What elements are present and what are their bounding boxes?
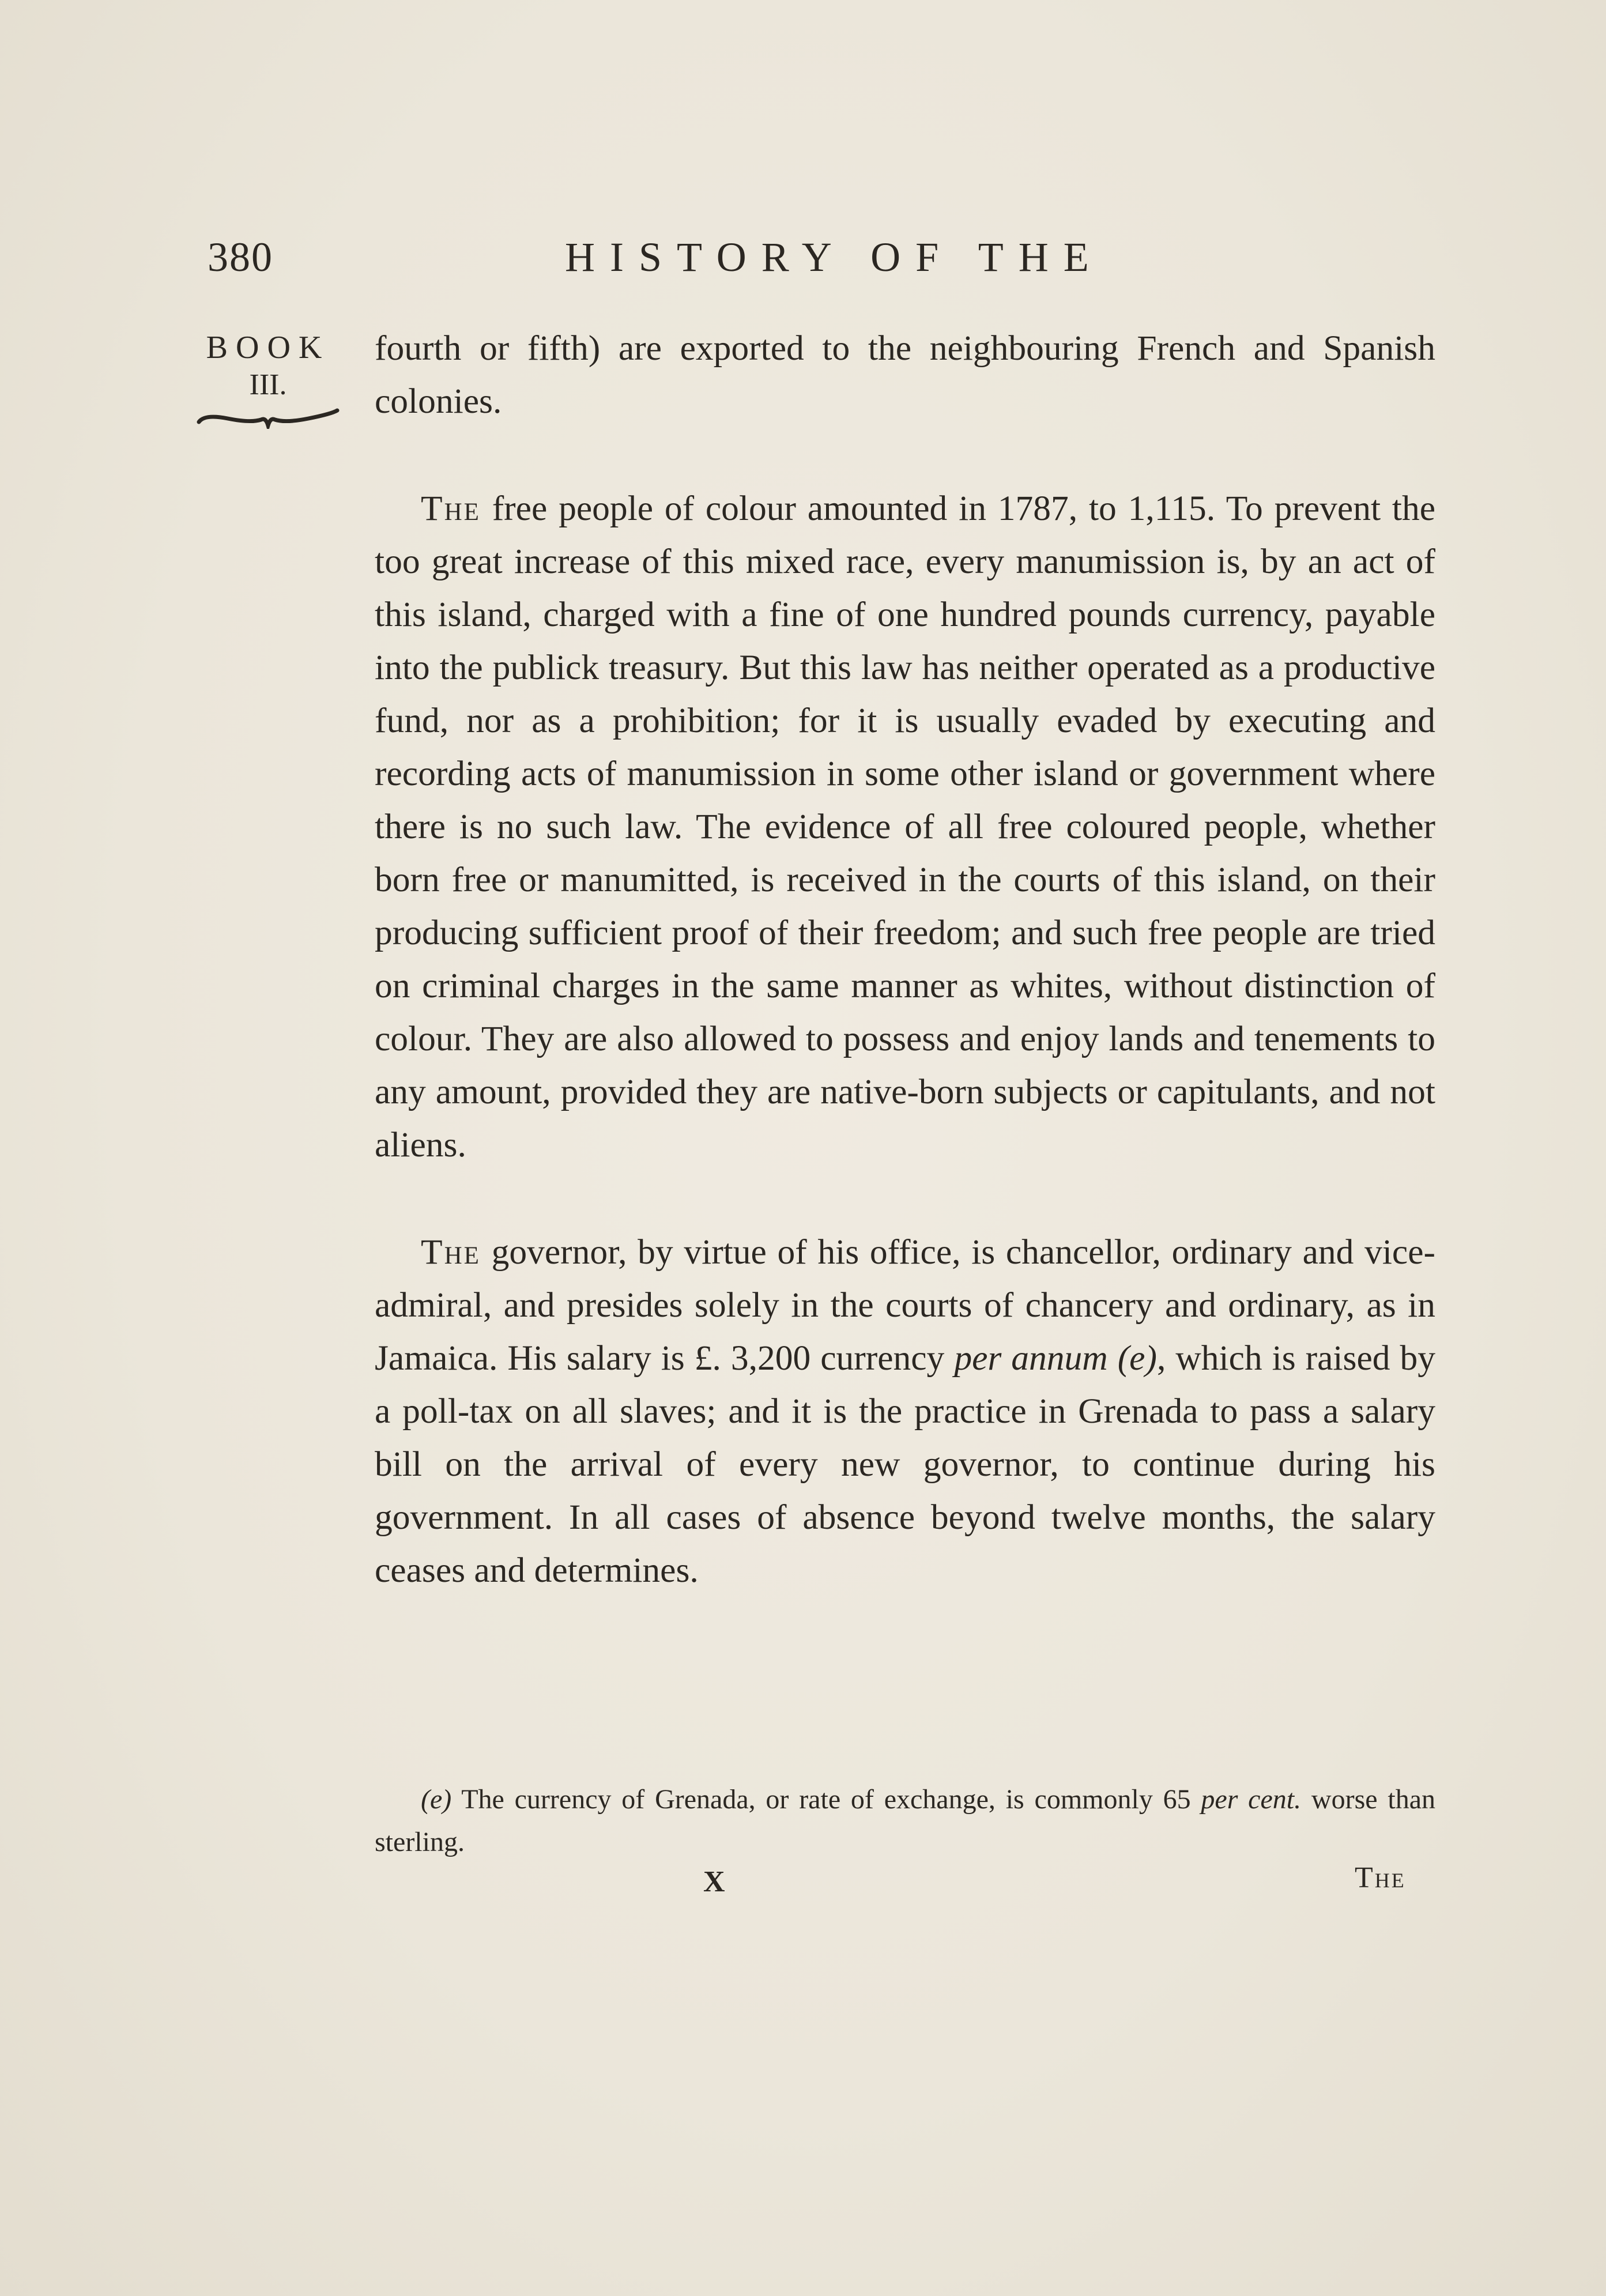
paragraph-free-people	[375, 482, 1435, 1171]
paragraph-text: governor, by virtue of his office, is chancellor, ordinary and vice-admiral, and presides solely in the courts of chancery and ordinary, as in Jamaica. His salary is £. 3,200 currency	[375, 1232, 1435, 1378]
page-number: 380	[208, 234, 273, 280]
footnote-italic: per cent.	[1201, 1784, 1302, 1815]
footnote-text-continued: worse than sterling.	[375, 1784, 1435, 1857]
book-label: BOOK	[206, 330, 330, 365]
running-head: HISTORY OF THE	[565, 234, 1104, 280]
paragraph-lead-word: The	[421, 489, 481, 528]
paragraph-text: free people of colour amounted in 1787, to 1,115. To prevent the too great increase of this mixed race, every manumission is, by an act of this island, charged with a fine of one hundred pounds currency, payable into the publick treasury. But this law has neither operated as a productive fund, nor as a prohibition; for it is usually evaded by executing and recording acts of manumission in some other island or government where there is no such law. The evidence of all free coloured people, whether born free or manumitted, is received in the courts of this island, on their producing sufficient proof of their freedom; and such free people are tried on criminal charges in the same manner as whites, without distinction of colour. They are also allowed to possess and enjoy lands and tenements to any amount, provided they are native-born subjects or capitulants, and not aliens.	[375, 489, 1435, 1164]
page-header	[208, 233, 1476, 285]
paragraph-lead-word: The	[421, 1232, 481, 1272]
margin-note	[190, 327, 346, 429]
catchword: The	[1355, 1861, 1406, 1894]
footnote	[375, 1778, 1435, 1864]
signature-mark: X	[703, 1865, 725, 1898]
paragraph-continued: fourth or fifth) are exported to the neighbouring French and Spanish colonies.	[375, 329, 1435, 421]
book-number: III.	[249, 368, 287, 401]
body-text	[375, 322, 1435, 1597]
paragraph-text-continued: , which is raised by a poll-tax on all slaves; and it is the practice in Grenada to pass a salary bill on the arrival of every new governor, to continue during his government. In all cases of absence beyond twelve months, the salary ceases and determines.	[375, 1339, 1435, 1590]
paragraph-italic-text: per annum (e)	[954, 1339, 1157, 1378]
brace-ornament-icon	[193, 406, 343, 429]
footnote-text: The currency of Grenada, or rate of exchange, is commonly 65	[451, 1784, 1201, 1815]
footnote-marker: (e)	[421, 1784, 452, 1815]
paragraph-governor	[375, 1226, 1435, 1597]
